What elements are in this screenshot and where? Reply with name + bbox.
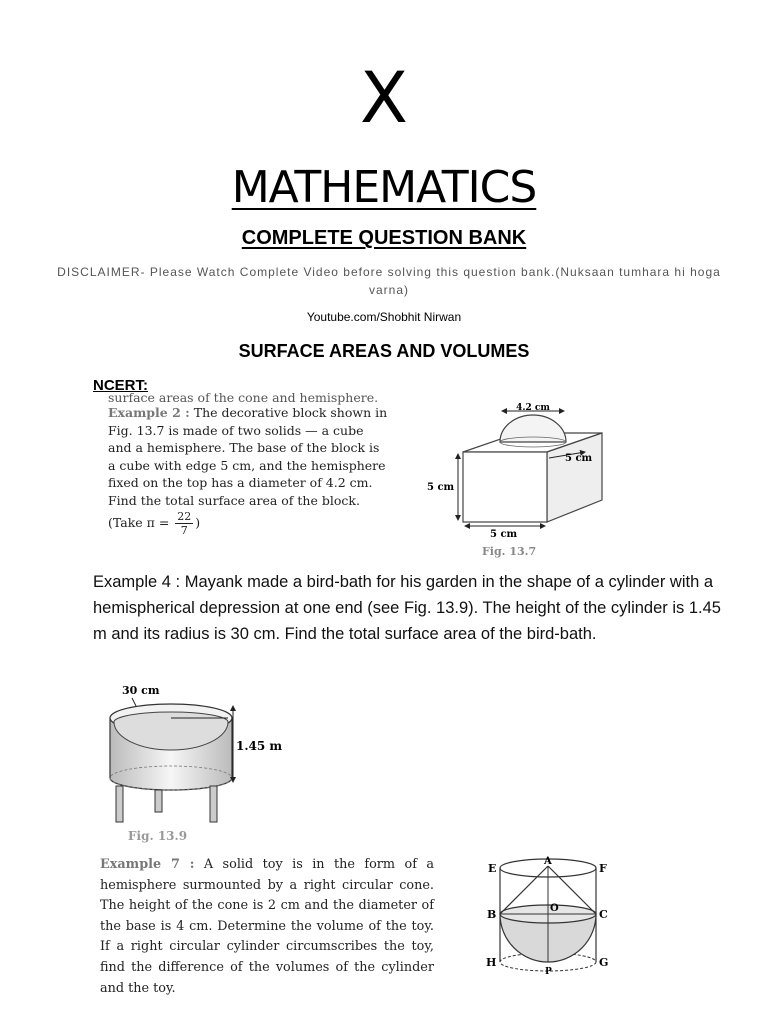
question-bank-title-text: COMPLETE QUESTION BANK (241, 227, 527, 249)
example-7 (100, 855, 434, 999)
height-label: 1.45 m (236, 739, 283, 753)
point-o: O (550, 903, 559, 914)
figure-toy (480, 852, 620, 980)
point-p: P (545, 967, 552, 977)
hemisphere (500, 415, 566, 442)
youtube-link[interactable]: Youtube.com/Shobhit Nirwan (306, 310, 462, 324)
question-bank-title (0, 225, 768, 251)
leg-1 (116, 786, 123, 822)
cube-front-face (463, 452, 547, 522)
point-e: E (488, 862, 497, 875)
side-dimension: 5 cm (565, 453, 593, 464)
example-2-text: The decorative block shown in Fig. 13.7 is made of two solids — a cube and a hemisphere. The base of the block is a cube with edge 5 cm, and the hemisphere fixed on the top has a diameter of 4.2 cm. Find the total surface area of the block. (108, 405, 388, 508)
point-f: F (599, 862, 607, 875)
top-dimension: 4.2 cm (516, 403, 550, 413)
chapter-title: SURFACE AREAS AND VOLUMES (238, 341, 530, 361)
example-2-take: (Take π = (108, 514, 170, 530)
pi-fraction (175, 510, 193, 537)
radius-label: 30 cm (122, 684, 160, 697)
subject-title (0, 160, 768, 216)
bottom-dimension: 5 cm (490, 529, 518, 540)
point-h: H (486, 956, 497, 969)
figure-13-7-caption: Fig. 13.7 (482, 545, 537, 558)
leg-3 (210, 786, 217, 822)
left-dimension: 5 cm (427, 482, 455, 493)
example-4-text: Example 4 : Mayank made a bird-bath for his garden in the shape of a cylinder with a hemispherical depression at one end (see Fig. 13.9). The height of the cylinder is 1.45 m and its radius is 30 cm. Find the total surface area of the bird-bath. (93, 573, 721, 643)
point-a: A (544, 856, 552, 867)
example-7-label: Example 7 : (100, 857, 195, 872)
point-c: C (599, 908, 608, 921)
disclaimer-text: DISCLAIMER- Please Watch Complete Video before solving this question bank.(Nuksaan tumhara hi hoga varna) (57, 265, 721, 297)
example-2 (108, 404, 390, 537)
pi-fraction-denominator: 7 (180, 523, 188, 537)
figure-13-9-caption: Fig. 13.9 (128, 829, 188, 843)
subject-title-text: MATHEMATICS (231, 162, 537, 213)
example-2-close: ) (195, 514, 201, 530)
point-b: B (487, 908, 497, 921)
pi-fraction-numerator: 22 (177, 509, 192, 523)
ncert-label: NCERT: (93, 377, 148, 394)
leg-2 (155, 790, 162, 812)
figure-13-7 (420, 400, 610, 560)
example-7-text: A solid toy is in the form of a hemisphere surmounted by a right circular cone. The height of the cone is 2 cm and the diameter of the base is 4 cm. Determine the volume of the toy. If a right circular cylinder circumscribes the toy, find the difference of the volumes of the cylinder and the toy. (100, 857, 434, 996)
figure-13-9 (100, 678, 300, 846)
example-2-label: Example 2 : (108, 405, 190, 420)
point-g: G (599, 956, 609, 969)
cutoff-line-text: surface areas of the cone and hemisphere. (108, 390, 379, 405)
grade-heading: X (360, 57, 408, 139)
